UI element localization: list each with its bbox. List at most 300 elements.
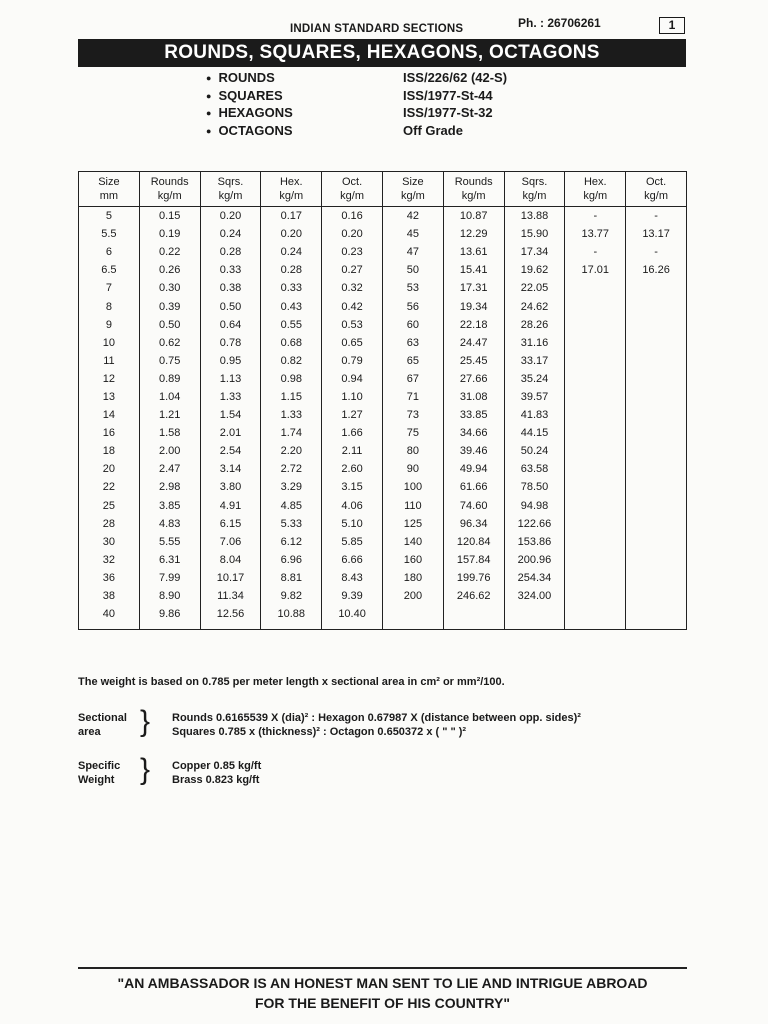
table-cell: 6.96 bbox=[261, 551, 322, 569]
brace-icon: } bbox=[140, 705, 151, 738]
table-row bbox=[79, 478, 687, 496]
table-cell: 0.53 bbox=[322, 316, 383, 334]
table-row bbox=[79, 533, 687, 551]
table-row bbox=[79, 424, 687, 442]
table-row bbox=[79, 460, 687, 478]
table-header-row bbox=[79, 172, 687, 207]
table-cell: 31.16 bbox=[504, 334, 565, 352]
table-cell: 7.99 bbox=[139, 569, 200, 587]
table-cell: 16.26 bbox=[626, 261, 687, 279]
table-cell: 8.43 bbox=[322, 569, 383, 587]
table-cell: 13.77 bbox=[565, 225, 626, 243]
table-row bbox=[79, 370, 687, 388]
table-cell: 1.54 bbox=[200, 406, 261, 424]
weight-line: Brass 0.823 kg/ft bbox=[172, 774, 260, 786]
table-cell: 0.16 bbox=[322, 207, 383, 226]
table-cell: 2.00 bbox=[139, 442, 200, 460]
table-row bbox=[79, 497, 687, 515]
standards-item bbox=[206, 88, 507, 106]
column-header-unit: kg/m bbox=[583, 190, 608, 202]
table-cell: 28.26 bbox=[504, 316, 565, 334]
table-row bbox=[79, 334, 687, 352]
table-cell: 1.58 bbox=[139, 424, 200, 442]
table-cell: 5.55 bbox=[139, 533, 200, 551]
table-cell: 14 bbox=[79, 406, 140, 424]
weight-basis-note: The weight is based on 0.785 per meter length x sectional area in cm² or mm²/100. bbox=[78, 676, 505, 688]
table-cell: 2.11 bbox=[322, 442, 383, 460]
table-cell: 47 bbox=[382, 243, 443, 261]
table-cell: 15.41 bbox=[443, 261, 504, 279]
table-cell: 157.84 bbox=[443, 551, 504, 569]
table-cell: 22 bbox=[79, 478, 140, 496]
table-cell bbox=[626, 388, 687, 406]
table-row bbox=[79, 605, 687, 630]
table-cell: 9 bbox=[79, 316, 140, 334]
table-cell: 8 bbox=[79, 297, 140, 315]
table-cell bbox=[626, 370, 687, 388]
table-cell bbox=[565, 442, 626, 460]
table-cell: 1.66 bbox=[322, 424, 383, 442]
specific-weight-values bbox=[172, 759, 692, 787]
table-cell: 39.46 bbox=[443, 442, 504, 460]
table-cell: 18 bbox=[79, 442, 140, 460]
table-cell: 13 bbox=[79, 388, 140, 406]
sectional-area-label: Sectional area bbox=[78, 712, 127, 738]
table-cell: 0.65 bbox=[322, 334, 383, 352]
table-cell: 56 bbox=[382, 297, 443, 315]
table-cell bbox=[565, 388, 626, 406]
table-cell: 11.34 bbox=[200, 587, 261, 605]
table-cell bbox=[565, 424, 626, 442]
table-cell: 0.20 bbox=[261, 225, 322, 243]
table-row bbox=[79, 279, 687, 297]
table-cell bbox=[565, 297, 626, 315]
table-cell bbox=[565, 515, 626, 533]
table-cell: 13.61 bbox=[443, 243, 504, 261]
table-cell bbox=[565, 551, 626, 569]
table-cell: 0.43 bbox=[261, 297, 322, 315]
section-banner: ROUNDS, SQUARES, HEXAGONS, OCTAGONS bbox=[78, 39, 686, 67]
table-cell: 5.10 bbox=[322, 515, 383, 533]
formula-line: Rounds 0.6165539 X (dia)² : Hexagon 0.67987 X (distance between opp. sides)² bbox=[172, 712, 581, 724]
table-cell: - bbox=[565, 243, 626, 261]
table-cell: 0.15 bbox=[139, 207, 200, 226]
table-cell: 254.34 bbox=[504, 569, 565, 587]
table-cell: 22.18 bbox=[443, 316, 504, 334]
table-cell: 0.20 bbox=[200, 207, 261, 226]
table-cell: 60 bbox=[382, 316, 443, 334]
table-cell bbox=[626, 406, 687, 424]
table-cell: 17.34 bbox=[504, 243, 565, 261]
table-cell: 0.89 bbox=[139, 370, 200, 388]
table-cell: 19.34 bbox=[443, 297, 504, 315]
shape-name: ● SQUARES bbox=[206, 88, 403, 106]
table-cell: 122.66 bbox=[504, 515, 565, 533]
table-cell bbox=[565, 533, 626, 551]
table-cell: 40 bbox=[79, 605, 140, 630]
table-cell: 0.24 bbox=[261, 243, 322, 261]
table-cell: 0.50 bbox=[200, 297, 261, 315]
table-cell: 3.15 bbox=[322, 478, 383, 496]
table-cell: 78.50 bbox=[504, 478, 565, 496]
table-cell: 0.50 bbox=[139, 316, 200, 334]
table-cell: 94.98 bbox=[504, 497, 565, 515]
table-cell: 9.82 bbox=[261, 587, 322, 605]
table-cell: 1.74 bbox=[261, 424, 322, 442]
table-cell: 10.17 bbox=[200, 569, 261, 587]
column-header-unit: kg/m bbox=[157, 190, 182, 202]
table-cell: 71 bbox=[382, 388, 443, 406]
table-cell bbox=[626, 352, 687, 370]
table-cell: 8.90 bbox=[139, 587, 200, 605]
table-cell: 0.27 bbox=[322, 261, 383, 279]
column-header-title: Size bbox=[402, 176, 424, 188]
column-header-unit: kg/m bbox=[279, 190, 304, 202]
table-cell: 199.76 bbox=[443, 569, 504, 587]
table-cell: 35.24 bbox=[504, 370, 565, 388]
table-cell: 180 bbox=[382, 569, 443, 587]
table-cell: 1.27 bbox=[322, 406, 383, 424]
table-cell: 0.38 bbox=[200, 279, 261, 297]
table-cell bbox=[626, 533, 687, 551]
table-cell: 153.86 bbox=[504, 533, 565, 551]
table-cell: 4.91 bbox=[200, 497, 261, 515]
table-cell bbox=[565, 569, 626, 587]
table-cell bbox=[565, 316, 626, 334]
table-cell: 7.06 bbox=[200, 533, 261, 551]
column-header-title: Sqrs. bbox=[521, 176, 548, 188]
table-cell: 9.86 bbox=[139, 605, 200, 630]
table-cell: 2.01 bbox=[200, 424, 261, 442]
table-cell: 0.78 bbox=[200, 334, 261, 352]
table-cell: 1.33 bbox=[261, 406, 322, 424]
table-cell bbox=[626, 279, 687, 297]
table-cell: 2.47 bbox=[139, 460, 200, 478]
sectional-area-formulas bbox=[172, 711, 692, 739]
table-cell: 3.14 bbox=[200, 460, 261, 478]
table-cell: 17.31 bbox=[443, 279, 504, 297]
table-cell: 53 bbox=[382, 279, 443, 297]
table-cell: 0.26 bbox=[139, 261, 200, 279]
table-cell: 4.85 bbox=[261, 497, 322, 515]
table-cell: 120.84 bbox=[443, 533, 504, 551]
table-cell bbox=[626, 334, 687, 352]
table-cell bbox=[626, 297, 687, 315]
shape-name: ● OCTAGONS bbox=[206, 123, 403, 141]
table-cell: 0.23 bbox=[322, 243, 383, 261]
table-cell: 4.06 bbox=[322, 497, 383, 515]
table-cell bbox=[565, 478, 626, 496]
table-cell: 10.40 bbox=[322, 605, 383, 630]
table-cell: 0.62 bbox=[139, 334, 200, 352]
column-header-title: Hex. bbox=[279, 176, 303, 188]
table-cell: 27.66 bbox=[443, 370, 504, 388]
table-cell: 5 bbox=[79, 207, 140, 226]
table-cell: 0.55 bbox=[261, 316, 322, 334]
table-row bbox=[79, 316, 687, 334]
table-cell: 125 bbox=[382, 515, 443, 533]
table-cell: 20 bbox=[79, 460, 140, 478]
footer-quote bbox=[78, 973, 687, 1013]
table-cell bbox=[626, 515, 687, 533]
column-header-unit: kg/m bbox=[400, 190, 425, 202]
table-cell: 0.20 bbox=[322, 225, 383, 243]
table-cell: 1.13 bbox=[200, 370, 261, 388]
table-cell: 5.33 bbox=[261, 515, 322, 533]
table-cell: 3.29 bbox=[261, 478, 322, 496]
table-cell: 10.87 bbox=[443, 207, 504, 226]
column-header-unit: kg/m bbox=[461, 190, 486, 202]
table-cell: 0.28 bbox=[261, 261, 322, 279]
table-cell: 140 bbox=[382, 533, 443, 551]
table-cell: 110 bbox=[382, 497, 443, 515]
table-cell: 2.60 bbox=[322, 460, 383, 478]
table-cell: 3.85 bbox=[139, 497, 200, 515]
table-cell: 12.56 bbox=[200, 605, 261, 630]
table-cell: - bbox=[626, 207, 687, 226]
table-cell bbox=[504, 605, 565, 630]
table-cell: 11 bbox=[79, 352, 140, 370]
table-cell: 42 bbox=[382, 207, 443, 226]
table-cell: 0.94 bbox=[322, 370, 383, 388]
table-cell: 0.17 bbox=[261, 207, 322, 226]
table-cell: 0.64 bbox=[200, 316, 261, 334]
table-cell bbox=[565, 406, 626, 424]
table-cell: 6.15 bbox=[200, 515, 261, 533]
table-cell: 28 bbox=[79, 515, 140, 533]
table-cell: 3.80 bbox=[200, 478, 261, 496]
shape-name: ● HEXAGONS bbox=[206, 105, 403, 123]
table-cell bbox=[565, 460, 626, 478]
table-cell: 24.47 bbox=[443, 334, 504, 352]
standards-list bbox=[206, 70, 507, 140]
column-header bbox=[504, 172, 565, 207]
table-cell: 0.79 bbox=[322, 352, 383, 370]
table-cell: 0.28 bbox=[200, 243, 261, 261]
shape-standard: ISS/226/62 (42-S) bbox=[403, 70, 508, 85]
column-header bbox=[382, 172, 443, 207]
table-row bbox=[79, 225, 687, 243]
table-cell: 0.32 bbox=[322, 279, 383, 297]
page-number: 1 bbox=[659, 17, 685, 34]
table-cell bbox=[626, 316, 687, 334]
column-header bbox=[322, 172, 383, 207]
table-cell bbox=[565, 497, 626, 515]
table-row bbox=[79, 297, 687, 315]
standards-item bbox=[206, 105, 507, 123]
table-cell: 33.85 bbox=[443, 406, 504, 424]
table-cell: 6.66 bbox=[322, 551, 383, 569]
table-cell: 96.34 bbox=[443, 515, 504, 533]
table-cell: 10 bbox=[79, 334, 140, 352]
table-cell: 1.10 bbox=[322, 388, 383, 406]
shape-standard: ISS/1977-St-32 bbox=[403, 105, 493, 120]
table-cell: 5.85 bbox=[322, 533, 383, 551]
table-cell bbox=[626, 551, 687, 569]
table-cell: 100 bbox=[382, 478, 443, 496]
table-cell: 0.75 bbox=[139, 352, 200, 370]
table-row bbox=[79, 515, 687, 533]
column-header bbox=[200, 172, 261, 207]
table-cell: 0.33 bbox=[200, 261, 261, 279]
table-row bbox=[79, 388, 687, 406]
table-cell: 15.90 bbox=[504, 225, 565, 243]
table-cell: 45 bbox=[382, 225, 443, 243]
table-cell: 34.66 bbox=[443, 424, 504, 442]
table-cell: - bbox=[565, 207, 626, 226]
table-cell bbox=[626, 478, 687, 496]
table-cell: 25.45 bbox=[443, 352, 504, 370]
table-row bbox=[79, 207, 687, 226]
table-cell: 8.04 bbox=[200, 551, 261, 569]
table-cell: 2.54 bbox=[200, 442, 261, 460]
shape-standard: Off Grade bbox=[403, 122, 463, 138]
table-cell: 246.62 bbox=[443, 587, 504, 605]
table-cell: 0.19 bbox=[139, 225, 200, 243]
table-cell: 22.05 bbox=[504, 279, 565, 297]
table-cell: 41.83 bbox=[504, 406, 565, 424]
column-header bbox=[565, 172, 626, 207]
table-cell: 80 bbox=[382, 442, 443, 460]
table-cell: 160 bbox=[382, 551, 443, 569]
table-cell: 1.33 bbox=[200, 388, 261, 406]
table-cell: 39.57 bbox=[504, 388, 565, 406]
table-cell: 7 bbox=[79, 279, 140, 297]
table-cell bbox=[382, 605, 443, 630]
standards-item bbox=[206, 123, 507, 141]
table-row bbox=[79, 352, 687, 370]
table-cell: 6.31 bbox=[139, 551, 200, 569]
table-cell: 12 bbox=[79, 370, 140, 388]
column-header-unit: kg/m bbox=[522, 190, 547, 202]
table-cell: 44.15 bbox=[504, 424, 565, 442]
table-cell: 0.30 bbox=[139, 279, 200, 297]
table-cell: 31.08 bbox=[443, 388, 504, 406]
table-cell bbox=[626, 569, 687, 587]
table-cell: 9.39 bbox=[322, 587, 383, 605]
table-cell: 16 bbox=[79, 424, 140, 442]
table-row bbox=[79, 406, 687, 424]
table-cell bbox=[443, 605, 504, 630]
table-cell: 1.15 bbox=[261, 388, 322, 406]
table-cell bbox=[565, 605, 626, 630]
table-cell: 0.33 bbox=[261, 279, 322, 297]
table-cell: 2.20 bbox=[261, 442, 322, 460]
standards-item bbox=[206, 70, 507, 88]
table-cell bbox=[565, 587, 626, 605]
table-cell: 63.58 bbox=[504, 460, 565, 478]
table-cell bbox=[626, 424, 687, 442]
table-cell: 0.68 bbox=[261, 334, 322, 352]
table-cell: 63 bbox=[382, 334, 443, 352]
column-header bbox=[261, 172, 322, 207]
table-cell bbox=[626, 605, 687, 630]
weight-line: Copper 0.85 kg/ft bbox=[172, 760, 262, 772]
table-cell: 6.5 bbox=[79, 261, 140, 279]
column-header-unit: kg/m bbox=[218, 190, 243, 202]
table-row bbox=[79, 243, 687, 261]
table-cell: 17.01 bbox=[565, 261, 626, 279]
table-cell: 90 bbox=[382, 460, 443, 478]
table-cell: 10.88 bbox=[261, 605, 322, 630]
table-cell: 200 bbox=[382, 587, 443, 605]
table-cell bbox=[565, 370, 626, 388]
table-cell: 0.95 bbox=[200, 352, 261, 370]
column-header-title: Rounds bbox=[454, 176, 493, 188]
column-header-title: Oct. bbox=[342, 176, 363, 188]
quote-line: "AN AMBASSADOR IS AN HONEST MAN SENT TO LIE AND INTRIGUE ABROAD bbox=[117, 975, 648, 991]
table-cell bbox=[565, 279, 626, 297]
table-cell: 25 bbox=[79, 497, 140, 515]
table-cell: 1.21 bbox=[139, 406, 200, 424]
column-header-title: Sqrs. bbox=[217, 176, 244, 188]
table-cell: 75 bbox=[382, 424, 443, 442]
table-cell: 0.82 bbox=[261, 352, 322, 370]
table-cell: 2.98 bbox=[139, 478, 200, 496]
table-cell: 36 bbox=[79, 569, 140, 587]
table-cell bbox=[626, 497, 687, 515]
table-cell: 0.39 bbox=[139, 297, 200, 315]
table-cell: 19.62 bbox=[504, 261, 565, 279]
formula-line: Squares 0.785 x (thickness)² : Octagon 0.650372 x ( " " )² bbox=[172, 726, 467, 738]
table-cell: 50 bbox=[382, 261, 443, 279]
column-header bbox=[443, 172, 504, 207]
column-header-unit: kg/m bbox=[644, 190, 668, 202]
table-row bbox=[79, 261, 687, 279]
table-cell: 32 bbox=[79, 551, 140, 569]
column-header-title: Rounds bbox=[150, 176, 189, 188]
table-row bbox=[79, 569, 687, 587]
header-title: INDIAN STANDARD SECTIONS bbox=[290, 23, 464, 35]
table-cell: 61.66 bbox=[443, 478, 504, 496]
brace-icon: } bbox=[140, 753, 151, 786]
sectional-area-block bbox=[78, 705, 688, 743]
column-header-title: Hex. bbox=[583, 176, 607, 188]
table-cell: 0.22 bbox=[139, 243, 200, 261]
specific-weight-label: Specific Weight bbox=[78, 760, 121, 786]
table-cell: 0.24 bbox=[200, 225, 261, 243]
table-cell: 1.04 bbox=[139, 388, 200, 406]
table-cell: 6.12 bbox=[261, 533, 322, 551]
table-cell: 67 bbox=[382, 370, 443, 388]
table-cell: 6 bbox=[79, 243, 140, 261]
table-cell: 13.88 bbox=[504, 207, 565, 226]
table-cell: 0.98 bbox=[261, 370, 322, 388]
table-cell: 2.72 bbox=[261, 460, 322, 478]
table-row bbox=[79, 587, 687, 605]
table-cell: 33.17 bbox=[504, 352, 565, 370]
weight-table bbox=[78, 171, 687, 630]
table-cell: 73 bbox=[382, 406, 443, 424]
table-row bbox=[79, 551, 687, 569]
table-cell bbox=[565, 352, 626, 370]
table-cell: 65 bbox=[382, 352, 443, 370]
column-header bbox=[139, 172, 200, 207]
footer-divider bbox=[78, 967, 687, 969]
table-row bbox=[79, 442, 687, 460]
table-cell: 12.29 bbox=[443, 225, 504, 243]
table-cell: 24.62 bbox=[504, 297, 565, 315]
column-header-title: Oct. bbox=[646, 176, 667, 188]
column-header-unit: mm bbox=[99, 190, 119, 202]
phone-number: Ph. : 26706261 bbox=[518, 16, 601, 30]
table-cell bbox=[565, 334, 626, 352]
table-cell: 324.00 bbox=[504, 587, 565, 605]
table-cell: 4.83 bbox=[139, 515, 200, 533]
quote-line: FOR THE BENEFIT OF HIS COUNTRY" bbox=[254, 995, 510, 1011]
table-cell bbox=[626, 587, 687, 605]
table-cell: 8.81 bbox=[261, 569, 322, 587]
